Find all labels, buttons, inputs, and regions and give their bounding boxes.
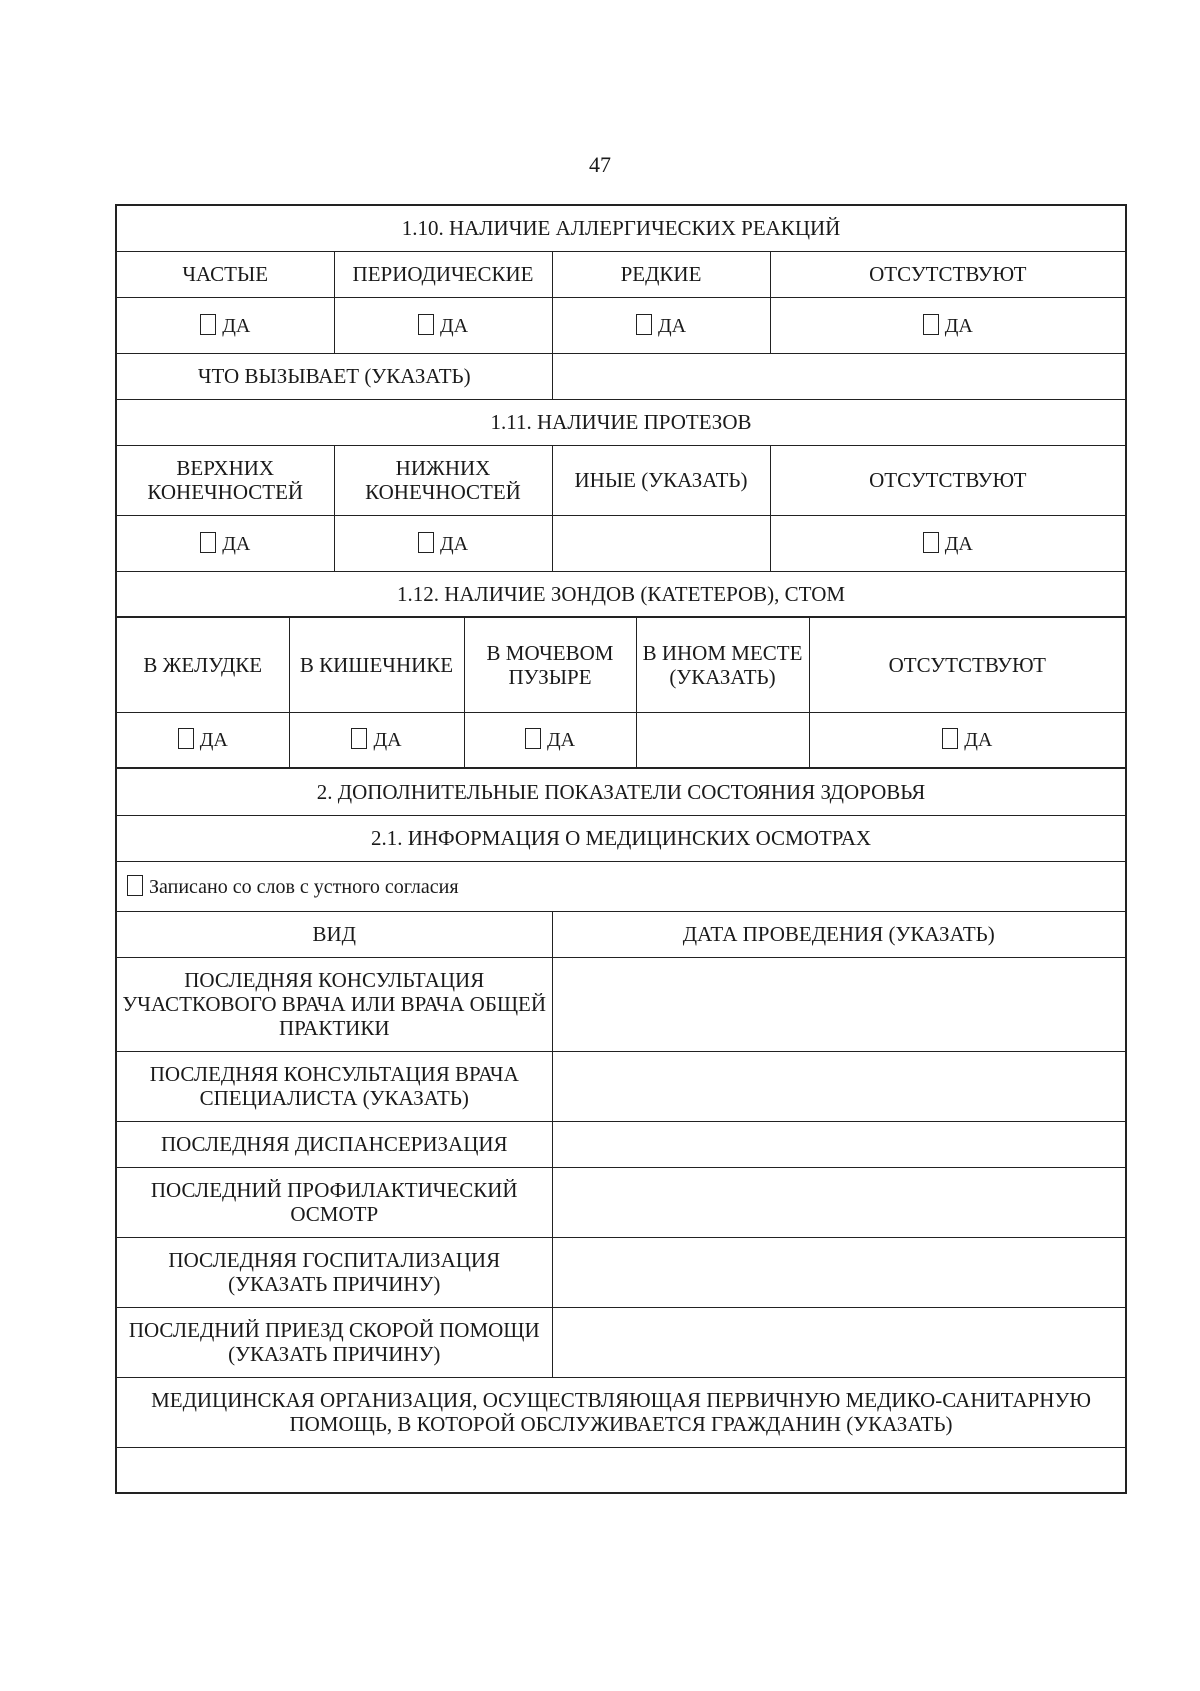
form-table-4col [115, 204, 1127, 618]
prosthesis-lower-checkbox[interactable] [418, 532, 434, 553]
prosthesis-col-other: ИНЫЕ (УКАЗАТЬ) [552, 445, 770, 515]
form-table-2col [115, 769, 1127, 1494]
exam-row-ambulance-date-field[interactable] [552, 1307, 1126, 1377]
allergy-col-rare: РЕДКИЕ [552, 251, 770, 297]
catheter-col-other: В ИНОМ МЕСТЕ (УКАЗАТЬ) [636, 618, 809, 712]
yes-label: ДА [439, 314, 469, 337]
consent-checkbox[interactable] [127, 875, 143, 896]
exam-row-hospital-label: ПОСЛЕДНЯЯ ГОСПИТАЛИЗАЦИЯ (УКАЗАТЬ ПРИЧИНУ) [116, 1237, 552, 1307]
catheter-absent-checkbox[interactable] [942, 728, 958, 749]
prosthesis-lower-cell [334, 515, 552, 571]
exam-row-preventive-date-field[interactable] [552, 1167, 1126, 1237]
consent-label: Записано со слов с устного согласия [149, 875, 459, 898]
allergy-rare-checkbox[interactable] [636, 314, 652, 335]
exam-row-specialist-label: ПОСЛЕДНЯЯ КОНСУЛЬТАЦИЯ ВРАЧА СПЕЦИАЛИСТА (УКАЗАТЬ) [116, 1051, 552, 1121]
exam-row-gp-date-field[interactable] [552, 957, 1126, 1051]
prosthesis-other-field[interactable] [552, 515, 770, 571]
prosthesis-col-upper: ВЕРХНИХ КОНЕЧНОСТЕЙ [116, 445, 334, 515]
prosthesis-col-lower: НИЖНИХ КОНЕЧНОСТЕЙ [334, 445, 552, 515]
catheter-other-field[interactable] [636, 712, 809, 768]
allergy-col-absent: ОТСУТСТВУЮТ [770, 251, 1126, 297]
allergy-cause-label: ЧТО ВЫЗЫВАЕТ (УКАЗАТЬ) [116, 353, 552, 399]
catheter-bladder-checkbox[interactable] [525, 728, 541, 749]
catheter-col-intestine: В КИШЕЧНИКЕ [289, 618, 464, 712]
yes-label: ДА [964, 729, 993, 752]
yes-label: ДА [546, 729, 576, 752]
prosthesis-upper-checkbox[interactable] [200, 532, 216, 553]
yes-label: ДА [439, 532, 469, 555]
catheter-section-title: 1.12. НАЛИЧИЕ ЗОНДОВ (КАТЕТЕРОВ), СТОМ [116, 571, 1126, 617]
allergy-cause-field[interactable] [552, 353, 1126, 399]
yes-label: ДА [373, 729, 402, 752]
yes-label: ДА [657, 314, 687, 337]
additional-section-title: 2. ДОПОЛНИТЕЛЬНЫЕ ПОКАЗАТЕЛИ СОСТОЯНИЯ ЗДОРОВЬЯ [116, 769, 1126, 815]
yes-label: ДА [944, 314, 973, 337]
medical-org-field[interactable] [116, 1447, 1126, 1493]
catheter-stomach-cell [116, 712, 289, 768]
prosthesis-section-title: 1.11. НАЛИЧИЕ ПРОТЕЗОВ [116, 399, 1126, 445]
exams-col-date: ДАТА ПРОВЕДЕНИЯ (УКАЗАТЬ) [552, 911, 1126, 957]
exam-row-hospital-date-field[interactable] [552, 1237, 1126, 1307]
yes-label: ДА [222, 314, 251, 337]
page-number: 47 [589, 152, 611, 177]
catheter-intestine-checkbox[interactable] [351, 728, 367, 749]
allergy-periodic-checkbox[interactable] [418, 314, 434, 335]
prosthesis-absent-cell [770, 515, 1126, 571]
consent-cell [116, 861, 1126, 911]
prosthesis-absent-checkbox[interactable] [923, 532, 939, 553]
catheter-stomach-checkbox[interactable] [178, 728, 194, 749]
medical-org-label: МЕДИЦИНСКАЯ ОРГАНИЗАЦИЯ, ОСУЩЕСТВЛЯЮЩАЯ ПЕРВИЧНУЮ МЕДИКО-САНИТАРНУЮ ПОМОЩЬ, В КОТОРОЙ ОБСЛУЖИВАЕТСЯ ГРАЖДАНИН (УКАЗАТЬ) [116, 1377, 1126, 1447]
exam-row-dispensary-date-field[interactable] [552, 1121, 1126, 1167]
exams-section-title: 2.1. ИНФОРМАЦИЯ О МЕДИЦИНСКИХ ОСМОТРАХ [116, 815, 1126, 861]
health-form [115, 204, 1125, 1494]
allergy-absent-cell [770, 297, 1126, 353]
allergy-section-title: 1.10. НАЛИЧИЕ АЛЛЕРГИЧЕСКИХ РЕАКЦИЙ [116, 205, 1126, 251]
prosthesis-upper-cell [116, 515, 334, 571]
exam-row-ambulance-label: ПОСЛЕДНИЙ ПРИЕЗД СКОРОЙ ПОМОЩИ (УКАЗАТЬ ПРИЧИНУ) [116, 1307, 552, 1377]
exams-col-type: ВИД [116, 911, 552, 957]
form-table-5col [115, 618, 1127, 769]
prosthesis-col-absent: ОТСУТСТВУЮТ [770, 445, 1126, 515]
catheter-col-bladder: В МОЧЕВОМ ПУЗЫРЕ [464, 618, 636, 712]
allergy-frequent-checkbox[interactable] [200, 314, 216, 335]
yes-label: ДА [222, 532, 251, 555]
yes-label: ДА [944, 532, 973, 555]
catheter-intestine-cell [289, 712, 464, 768]
allergy-col-periodic: ПЕРИОДИЧЕСКИЕ [334, 251, 552, 297]
allergy-absent-checkbox[interactable] [923, 314, 939, 335]
yes-label: ДА [199, 729, 228, 752]
exam-row-dispensary-label: ПОСЛЕДНЯЯ ДИСПАНСЕРИЗАЦИЯ [116, 1121, 552, 1167]
exam-row-specialist-date-field[interactable] [552, 1051, 1126, 1121]
exam-row-preventive-label: ПОСЛЕДНИЙ ПРОФИЛАКТИЧЕСКИЙ ОСМОТР [116, 1167, 552, 1237]
allergy-rare-cell [552, 297, 770, 353]
allergy-periodic-cell [334, 297, 552, 353]
catheter-bladder-cell [464, 712, 636, 768]
allergy-col-frequent: ЧАСТЫЕ [116, 251, 334, 297]
catheter-col-stomach: В ЖЕЛУДКЕ [116, 618, 289, 712]
catheter-absent-cell [809, 712, 1126, 768]
allergy-frequent-cell [116, 297, 334, 353]
exam-row-gp-label: ПОСЛЕДНЯЯ КОНСУЛЬТАЦИЯ УЧАСТКОВОГО ВРАЧА ИЛИ ВРАЧА ОБЩЕЙ ПРАКТИКИ [116, 957, 552, 1051]
catheter-col-absent: ОТСУТСТВУЮТ [809, 618, 1126, 712]
